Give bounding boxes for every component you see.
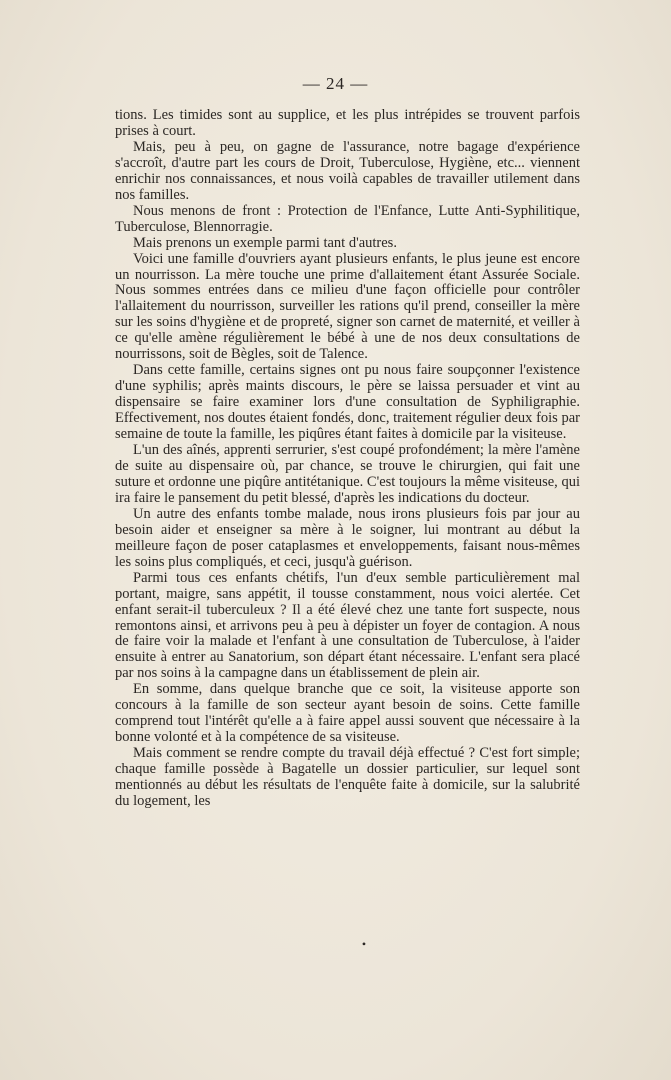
paragraph: Nous menons de front : Protection de l'Enfance, Lutte Anti-Syphilitique, Tuberculose, Blennorragie. [115, 202, 580, 235]
paragraph: Voici une famille d'ouvriers ayant plusieurs enfants, le plus jeune est encore un nourrisson. La mère touche une prime d'allaitement étant Assurée Sociale. Nous sommes entrées dans ce milieu d'une façon officielle pour contrôler l'allaitement du nourrisson, surveiller les rations qu'il prend, conseiller la mère sur les soins d'hygiène et de propreté, signer son carnet de maternité, et veiller à ce qu'elle amène régulièrement le bébé à une de nos deux consultations de nourrissons, soit de Bègles, soit de Talence. [115, 250, 580, 363]
paragraph: Dans cette famille, certains signes ont pu nous faire soupçonner l'existence d'une syphilis; après maints discours, le père se laissa persuader et vint au dispensaire se faire examiner lors d'une consultation de Syphiligraphie. Effectivement, nos doutes étaient fondés, donc, traitement régulier deux fois par semaine de toute la famille, les piqûres étant faites à domicile par la visiteuse. [115, 362, 580, 443]
paragraph: Mais, peu à peu, on gagne de l'assurance, notre bagage d'expérience s'accroît, d'autre part les cours de Droit, Tuberculose, Hygiène, etc... viennent enrichir nos connaissances, et nous voilà capables de travailler utilement dans nos familles. [115, 138, 580, 203]
page-number: — 24 — [302, 74, 369, 93]
paragraph: Parmi tous ces enfants chétifs, l'un d'eux semble particulièrement mal portant, maigre, sans appétit, il tousse constamment, nous voici alertée. Cet enfant serait-il tuberculeux ? Il a été élevé chez une tante fort suspecte, nous remontons ainsi, et arrivons peu à peu à dépister un foyer de contagion. A nous de faire voir la malade et l'enfant à une consultation de Tuberculose, à l'aider ensuite à entrer au Sanatorium, son départ étant nécessaire. L'enfant sera placé par nos soins à la campagne dans un établissement de plein air. [115, 569, 580, 682]
paragraph: Mais comment se rendre compte du travail déjà effectué ? C'est fort simple; chaque famille possède à Bagatelle un dossier particulier, sur lequel sont mentionnés au début les résultats de l'enquête faite à domicile, sur la salubrité du logement, les [115, 745, 580, 809]
end-mark: • [361, 937, 367, 951]
paragraph: L'un des aînés, apprenti serrurier, s'est coupé profondément; la mère l'amène de suite au dispensaire où, par chance, se trouve le chirurgien, qui fait une suture et ordonne une piqûre antitétanique. C'est toujours la même visiteuse, qui ira faire le pansement du petit blessé, d'après les indications du docteur. [115, 442, 580, 506]
paragraph: tions. Les timides sont au supplice, et les plus intrépides se trouvent parfois prises à court. [115, 107, 580, 139]
paragraph: Mais prenons un exemple parmi tant d'autres. [133, 234, 397, 251]
paragraph: Un autre des enfants tombe malade, nous irons plusieurs fois par jour au besoin aider et enseigner sa mère à le soigner, lui montrant au début la meilleure façon de poser cataplasmes et enveloppements, faisant nous-mêmes les soins plus compliqués, et ceci, jusqu'à guérison. [115, 505, 580, 570]
paragraph: En somme, dans quelque branche que ce soit, la visiteuse apporte son concours à la famille de son secteur ayant besoin de soins. Cette famille comprend tout l'intérêt qu'elle a à faire appel aussi souvent que nécessaire à la bonne volonté et à la compétence de sa visiteuse. [115, 681, 580, 746]
body-text [115, 108, 580, 810]
